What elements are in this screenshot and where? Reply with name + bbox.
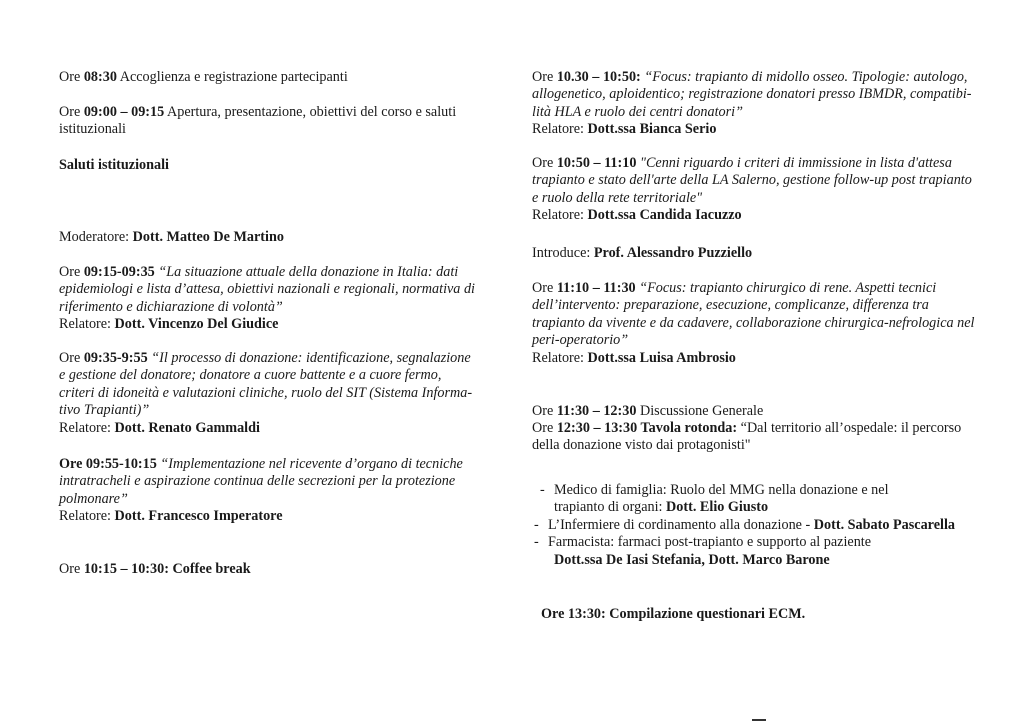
person-name: Dott. Matteo De Martino bbox=[132, 229, 284, 245]
talk-title-cont: polmonare” bbox=[59, 490, 128, 507]
ore-label: Ore bbox=[532, 155, 557, 171]
dash: - bbox=[534, 516, 539, 533]
agenda-item-0900 bbox=[59, 104, 456, 139]
time-and-title: 10:15 – 10:30: Coffee break bbox=[83, 561, 251, 577]
person-name: Prof. Alessandro Puzziello bbox=[593, 245, 753, 261]
time: 11:10 – 11:30 bbox=[556, 280, 636, 296]
time: 10:50 – 11:10 bbox=[556, 155, 637, 171]
role-label: Moderatore: bbox=[59, 229, 133, 245]
item-text-cont: della donazione visto dai protagonisti" bbox=[532, 437, 751, 454]
person-name: Dott. Sabato Pascarella bbox=[813, 516, 955, 533]
saluti-heading bbox=[59, 157, 169, 174]
panel-text: Farmacista: farmaci post-trapianto e supporto al paziente bbox=[548, 534, 872, 551]
introduce bbox=[532, 245, 752, 262]
dash: - bbox=[534, 534, 539, 551]
agenda-item-0915 bbox=[59, 264, 475, 334]
talk-title-cont: trapianto e stato dell'arte della LA Salerno, gestione follow-up post trapianto bbox=[532, 172, 972, 189]
talk-title-cont: e gestione del donatore; donatore a cuore battente e a cuore fermo, bbox=[59, 367, 442, 384]
talk-title-cont: tivo Trapianti)” bbox=[59, 402, 150, 419]
agenda-item-coffee-break bbox=[59, 561, 251, 578]
agenda-item-1330 bbox=[541, 606, 805, 623]
time: 12:30 – 13:30 Tavola rotonda: bbox=[556, 420, 738, 436]
list-item-cont bbox=[540, 552, 955, 569]
talk-title-cont: criteri di idoneità e valutazioni cliniche, ruolo del SIT (Sistema Informa- bbox=[59, 384, 473, 401]
ore-label: Ore bbox=[59, 69, 84, 85]
role-label: Relatore: bbox=[532, 121, 588, 138]
item-text: Accoglienza e registrazione partecipanti bbox=[116, 69, 348, 85]
list-item-cont bbox=[540, 499, 955, 516]
talk-title-cont: lità HLA e ruolo dei centri donatori” bbox=[532, 103, 743, 120]
list-item bbox=[534, 517, 955, 534]
item-text: “Dal territorio all’ospedale: il percorso bbox=[737, 420, 962, 436]
talk-title: "Cenni riguardo i criteri di immissione in lista d'attesa bbox=[636, 155, 952, 171]
moderatore bbox=[59, 229, 284, 246]
agenda-item-1110 bbox=[532, 280, 974, 367]
ore-label: Ore bbox=[532, 69, 557, 85]
talk-title: “Il processo di donazione: identificazione, segnalazione bbox=[147, 350, 471, 366]
role-label: Relatore: bbox=[59, 508, 115, 525]
panel-text: L’Infermiere di cordinamento alla donazione - bbox=[548, 516, 814, 533]
section-title: Saluti istituzionali bbox=[59, 157, 169, 173]
talk-title-cont: peri-operatorio” bbox=[532, 332, 629, 349]
talk-title: “La situazione attuale della donazione in Italia: dati bbox=[154, 264, 459, 280]
person-name: Dott. Francesco Imperatore bbox=[114, 508, 283, 525]
person-name: Dott. Renato Gammaldi bbox=[114, 419, 260, 436]
agenda-item-0955 bbox=[59, 456, 463, 526]
time: 08:30 bbox=[83, 69, 117, 85]
person-names: Dott.ssa De Iasi Stefania, Dott. Marco Barone bbox=[554, 551, 830, 568]
talk-title-cont: dell’intervento: preparazione, esecuzione, complicanze, differenza tra bbox=[532, 297, 929, 314]
talk-title: “Implementazione nel ricevente d’organo di tecniche bbox=[156, 456, 463, 472]
time: 10.30 – 10:50: bbox=[556, 69, 641, 85]
talk-title: “Focus: trapianto chirurgico di rene. Aspetti tecnici bbox=[635, 280, 937, 296]
agenda-item-1050 bbox=[532, 155, 972, 225]
ore-label: Ore bbox=[59, 561, 84, 577]
ore-label: Ore bbox=[59, 104, 84, 120]
talk-title: “Focus: trapianto di midollo osseo. Tipologie: autologo, bbox=[640, 69, 968, 85]
item-text: Discussione Generale bbox=[636, 403, 764, 419]
agenda-item-0830 bbox=[59, 69, 348, 86]
talk-title-cont: riferimento e dichiarazione di volontà” bbox=[59, 298, 283, 315]
agenda-item-0935 bbox=[59, 350, 472, 437]
talk-title-cont: allogenetico, aploidentico; registrazione donatori presso IBMDR, compatibi- bbox=[532, 86, 972, 103]
time: Ore 09:55-10:15 bbox=[59, 456, 157, 472]
agenda-item-1130 bbox=[532, 403, 763, 420]
list-item bbox=[540, 482, 955, 499]
ore-label: Ore bbox=[59, 350, 84, 366]
role-label: Relatore: bbox=[532, 349, 588, 366]
item-text: Apertura, presentazione, obiettivi del corso e saluti bbox=[164, 104, 457, 120]
agenda-item-1230-tavola-rotonda bbox=[532, 420, 961, 455]
person-name: Dott.ssa Bianca Serio bbox=[587, 121, 717, 138]
time: 09:00 – 09:15 bbox=[83, 104, 165, 120]
agenda-item-1030 bbox=[532, 69, 972, 139]
panelist-list bbox=[534, 482, 955, 569]
ore-label: Ore bbox=[59, 264, 84, 280]
talk-title-cont: intratracheli e aspirazione continua delle secrezioni per la protezione bbox=[59, 473, 456, 490]
panel-text: trapianto di organi: bbox=[554, 499, 667, 516]
ore-label: Ore bbox=[532, 403, 557, 419]
role-label: Relatore: bbox=[59, 316, 115, 333]
role-label: Relatore: bbox=[532, 207, 588, 224]
time: 09:35-9:55 bbox=[83, 350, 148, 366]
talk-title-cont: trapianto da vivente e da cadavere, collaborazione chirurgica-nefrologica nel bbox=[532, 314, 975, 331]
list-item bbox=[534, 534, 955, 551]
time: 11:30 – 12:30 bbox=[556, 403, 637, 419]
panel-text: Medico di famiglia: Ruolo del MMG nella donazione e nel bbox=[554, 482, 889, 498]
person-name: Dott. Vincenzo Del Giudice bbox=[114, 316, 279, 333]
person-name: Dott.ssa Luisa Ambrosio bbox=[587, 349, 736, 366]
dash: - bbox=[540, 482, 545, 498]
talk-title-cont: e ruolo della rete territoriale" bbox=[532, 189, 703, 206]
role-label: Introduce: bbox=[532, 245, 594, 261]
time: 09:15-09:35 bbox=[83, 264, 155, 280]
page-mark bbox=[752, 719, 766, 721]
role-label: Relatore: bbox=[59, 419, 115, 436]
item-text: Ore 13:30: Compilazione questionari ECM. bbox=[541, 606, 806, 622]
ore-label: Ore bbox=[532, 280, 557, 296]
person-name: Dott. Elio Giusto bbox=[666, 499, 769, 516]
person-name: Dott.ssa Candida Iacuzzo bbox=[587, 207, 742, 224]
talk-title-cont: epidemiologi e lista d’attesa, obiettivi nazionali e regionali, normativa di bbox=[59, 281, 475, 298]
ore-label: Ore bbox=[532, 420, 557, 436]
item-text-cont: istituzionali bbox=[59, 121, 126, 138]
